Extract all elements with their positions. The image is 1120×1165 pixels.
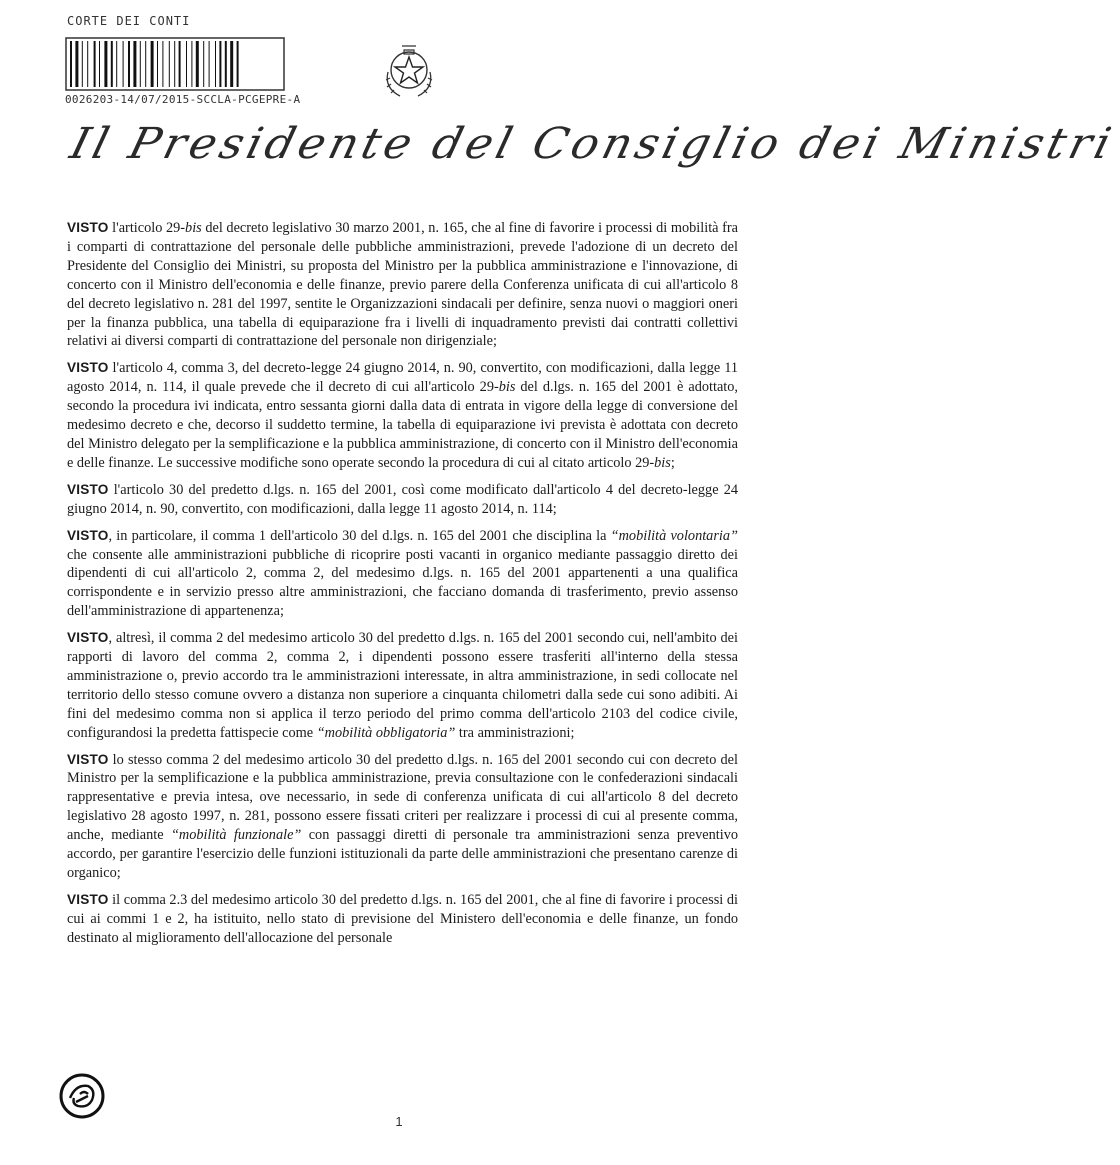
paragraph xyxy=(67,527,738,622)
visto-keyword: VISTO xyxy=(67,751,109,767)
paragraph-text: del d.lgs. n. 165 del 2001 è adottato, secondo la procedura ivi indicata, entro sessanta giorni dalla data di entrata in vigore della legge di conversione del medesimo decreto e che, decorso il suddetto termine, la tabella di equiparazione ivi prevista è adottata con decreto del Ministro delegato per la semplificazione e la pubblica amministrazione, di concerto con il Ministro dell'economia e delle finanze. Le successive modifiche sono operate secondo la procedura di cui al citato articolo 29- xyxy=(67,379,738,471)
italic-term: bis xyxy=(185,220,202,236)
visto-keyword: VISTO xyxy=(67,481,109,497)
visto-keyword: VISTO xyxy=(67,220,109,235)
header-title: Il Presidente del Consiglio dei Ministri xyxy=(65,118,1120,169)
paragraph-text: l'articolo 30 del predetto d.lgs. n. 165 del 2001, così come modificato dall'articolo 4 del decreto-legge 24 giugno 2014, n. 90, convertito, con modificazioni, dalla legge 11 agosto 2014, n. 114; xyxy=(67,481,738,517)
paragraph-text: ; xyxy=(670,454,675,471)
visto-keyword: VISTO xyxy=(67,527,109,543)
visto-keyword: VISTO xyxy=(67,360,109,376)
document-body xyxy=(67,219,738,956)
italian-republic-emblem-icon xyxy=(378,40,440,102)
italic-term: bis xyxy=(498,379,516,396)
protocol-code: 0026203-14/07/2015-SCCLA-PCGEPRE-A xyxy=(65,93,301,106)
italic-term: bis xyxy=(654,454,671,471)
paragraph xyxy=(67,481,738,519)
paragraph-text: l'articolo 4, comma 3, del decreto-legge 24 giugno 2014, n. 90, convertito, con modificazioni, dalla legge 11 agosto 2014, n. 114, il quale prevede che il decreto di cui all'articolo 29- xyxy=(67,360,738,396)
visto-keyword: VISTO xyxy=(67,630,109,646)
barcode-icon xyxy=(66,38,284,90)
paragraph xyxy=(67,629,738,742)
court-stamp-title: CORTE DEI CONTI xyxy=(67,14,191,28)
paragraph xyxy=(67,751,738,883)
paragraph-text: , in particolare, il comma 1 dell'articolo 30 del d.lgs. n. 165 del 2001 che disciplina la xyxy=(108,527,611,544)
visto-keyword: VISTO xyxy=(67,891,109,907)
paragraph-text: lo stesso comma 2 del medesimo articolo 30 del predetto d.lgs. n. 165 del 2001 secondo cui con decreto del Ministro per la semplificazione e la pubblica amministrazione, previa consultazione con le confederazioni sindacali rappresentative e previa intesa, ove necessario, in sede di conferenza unificata di cui all'articolo 8 del decreto legislativo 28 agosto 1997, n. 281, possono essere fissati criteri per realizzare i processi di cui al presente comma, anche, mediante xyxy=(67,751,738,844)
paragraph xyxy=(67,891,738,948)
paragraph-text: il comma 2.3 del medesimo articolo 30 del predetto d.lgs. n. 165 del 2001, che al fine di favorire i processi di cui ai commi 1 e 2, ha istituito, nello stato di previsione del Ministero dell'economia e delle finanze, un fondo destinato al miglioramento dell'allocazione del personale xyxy=(67,891,738,946)
paragraph-text: che consente alle amministrazioni pubbliche di ricoprire posti vacanti in organico mediante passaggio diretto dei dipendenti di cui all'articolo 2, comma 2, del medesimo d.lgs. n. 165 del 2001 appartenenti a una qualifica corrispondente e in servizio presso altre amministrazioni, che facciano domanda di trasferimento, previo assenso dell'amministrazione di appartenenza; xyxy=(67,546,738,620)
paragraph-text: l'articolo 29- xyxy=(108,220,186,236)
paragraph xyxy=(67,219,738,351)
circular-seal-icon xyxy=(58,1072,106,1120)
italic-term: “mobilità volontaria” xyxy=(610,527,738,544)
paragraph-text: del decreto legislativo 30 marzo 2001, n. 165, che al fine di favorire i processi di mobilità fra i comparti di contrattazione del personale delle pubbliche amministrazioni, prevede l'adozione di un decreto del Presidente del Consiglio dei Ministri, su proposta del Ministro per la pubblica amministrazione e l'innovazione, di concerto con il Ministro dell'economia e delle finanze, previo parere della Conferenza unificata di cui all'articolo 8 del decreto legislativo n. 281 del 1997, sentite le Organizzazioni sindacali per definire, senza nuovi o maggiori oneri per la finanza pubblica, una tabella di equiparazione fra i livelli di inquadramento previsti dai contratti collettivi relativi ai diversi comparti di contrattazione del personale non dirigenziale; xyxy=(67,220,738,350)
italic-term: “mobilità obbligatoria” xyxy=(316,724,456,741)
paragraph-text: con passaggi diretti di personale tra amministrazioni senza preventivo accordo, per garantire l'esercizio delle funzioni istituzionali da parte delle amministrazioni che presentano carenze di organico; xyxy=(67,827,738,881)
paragraph-text: , altresì, il comma 2 del medesimo articolo 30 del predetto d.lgs. n. 165 del 2001 secondo cui, nell'ambito dei rapporti di lavoro del comma 2, comma 2, i dipendenti possono essere trasferiti all'interno della stessa amministrazione o, previo accordo tra le amministrazioni interessate, in altra amministrazione, in sedi collocate nel territorio dello stesso comune ovvero a distanza non superiore a cinquanta chilometri dalla sede cui sono adibiti. Ai fini del medesimo comma non si applica il terzo periodo del primo comma dell'articolo 2103 del codice civile, configurandosi la predetta fattispecie come xyxy=(67,630,738,741)
paragraph xyxy=(67,359,738,472)
italic-term: “mobilità funzionale” xyxy=(170,827,302,844)
page-number: 1 xyxy=(395,1114,403,1129)
paragraph-text: tra amministrazioni; xyxy=(455,724,575,741)
